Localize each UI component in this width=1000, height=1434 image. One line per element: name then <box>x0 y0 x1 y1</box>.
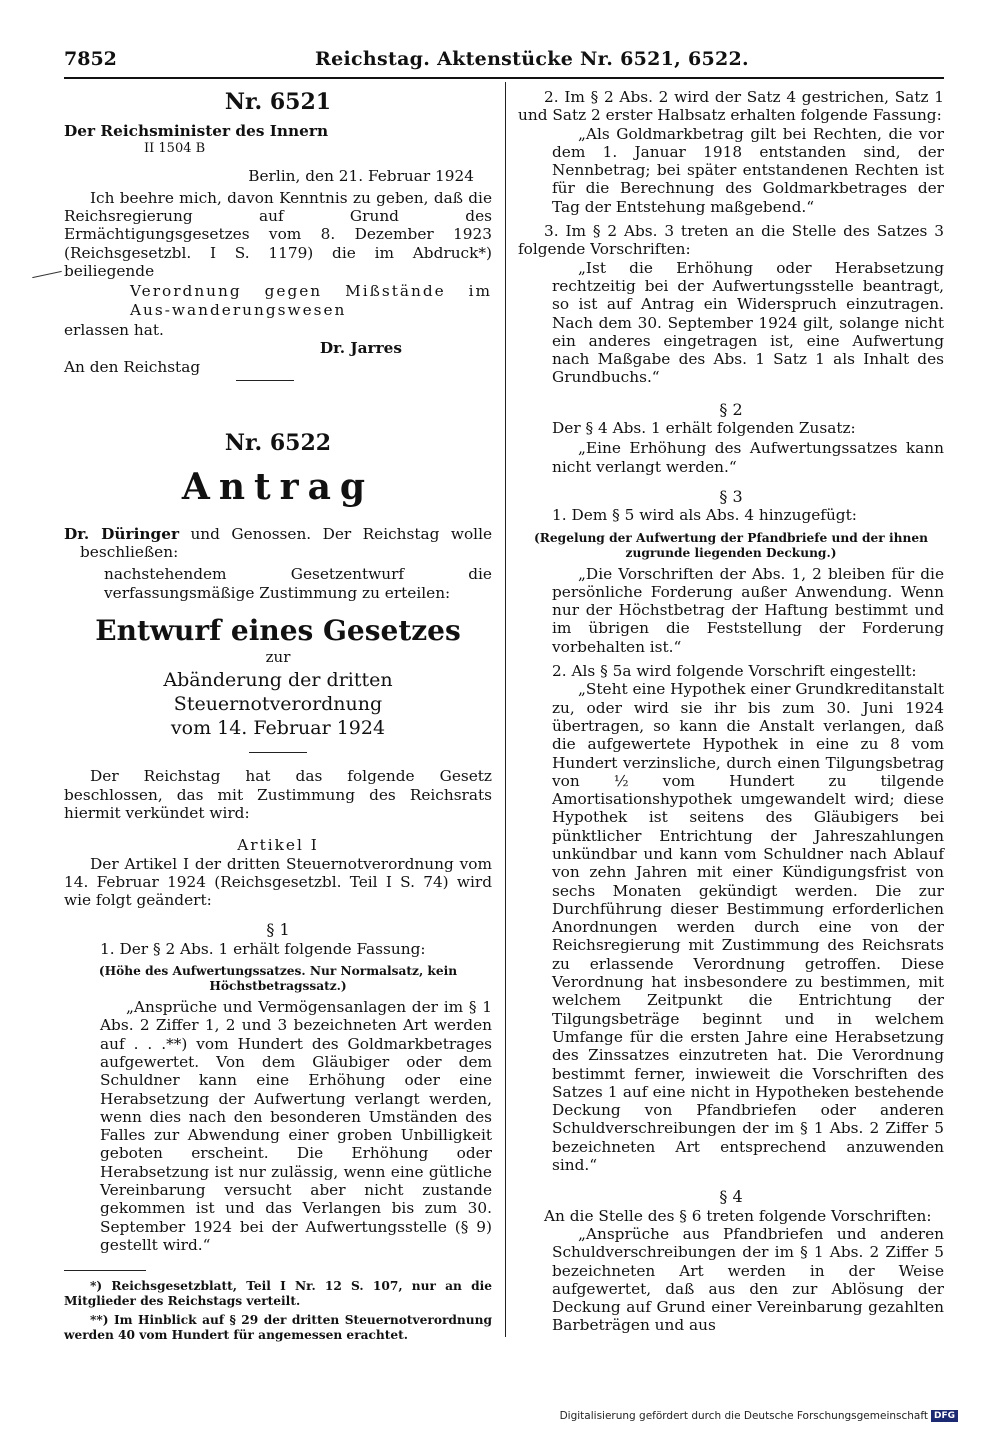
page-number: 7852 <box>64 48 117 70</box>
article-intro: Der Artikel I der dritten Steuernotverordnung vom 14. Februar 1924 (Reichsgesetzbl. Teil I S. 74) wird wie folgt geändert: <box>64 854 492 910</box>
amendment-item-3: 3. Im § 2 Abs. 3 treten an die Stelle des Satzes 3 folgende Vorschriften: <box>518 222 944 259</box>
doc-6522-heading: Antrag <box>181 465 375 508</box>
separator-rule <box>236 380 294 381</box>
s4-text: An die Stelle des § 6 treten folgende Vorschriften: <box>544 1206 932 1225</box>
running-title: Reichstag. Aktenstücke Nr. 6521, 6522. <box>315 48 749 70</box>
doc-6522-intro-name: Dr. Düringer <box>64 524 180 543</box>
doc-6522-motion: nachstehendem Gesetzentwurf die verfassungsmäßige Zustimmung zu erteilen: <box>104 565 492 602</box>
doc-6522-number: Nr. 6522 <box>224 429 332 456</box>
doc-6521-sender: Der Reichsminister des Innern <box>64 122 329 140</box>
doc-6521-number: Nr. 6521 <box>224 89 332 115</box>
column-rule <box>505 82 506 1337</box>
draft-title: Entwurf eines Gesetzes <box>95 614 461 648</box>
s1-note: (Höhe des Aufwertungssatzes. Nur Normalsatz, kein Höchstbetragssatz.) <box>98 964 458 994</box>
s2-text: Der § 4 Abs. 1 erhält folgenden Zusatz: <box>552 419 856 438</box>
draft-subtitle-2: vom 14. Februar 1924 <box>170 717 386 740</box>
credit-text: Digitalisierung gefördert durch die Deutsche Forschungsgemeinschaft <box>559 1410 928 1422</box>
amendment-quote-3: „Ist die Erhöhung oder Herabsetzung rechtzeitig bei der Aufwertungsstelle beantragt, so ist auf Antrag ein Widerspruch einzutragen. Nach dem 30. September 1924 gilt, solange nicht ein anderes eingetragen ist, eine Aufwertung nach Maßgabe des Abs. 1 Satz 1 als Inhalt des Grundbuchs.“ <box>552 258 944 387</box>
s1-item-1: 1. Der § 2 Abs. 1 erhält folgende Fassung: <box>100 939 426 958</box>
footnote-1: *) Reichsgesetzblatt, Teil I Nr. 12 S. 107, nur an die Mitglieder des Reichstags verteilt. <box>64 1279 492 1309</box>
s3-item-2: 2. Als § 5a wird folgende Vorschrift eingestellt: <box>552 662 917 681</box>
s2-quote: „Eine Erhöhung des Aufwertungssatzes kann nicht verlangt werden.“ <box>552 439 944 476</box>
draft-rule <box>249 752 307 753</box>
s3-note: (Regelung der Aufwertung der Pfandbriefe und der ihnen zugrunde liegenden Deckung.) <box>534 530 928 560</box>
s4-heading: § 4 <box>719 1187 743 1207</box>
digitization-credit <box>560 1410 958 1422</box>
draft-zur: zur <box>265 648 291 667</box>
s3-quote-1: „Die Vorschriften der Abs. 1, 2 bleiben für die persönliche Forderung außer Anwendung. Wenn nur der Höchstbetrag der Haftung bestimmt und im übrigen die Feststellung der Forderung vorbehalten ist.“ <box>552 564 944 656</box>
amendment-quote-2: „Als Goldmarkbetrag gilt bei Rechten, die vor dem 1. Januar 1918 entstanden sind, der Nennbetrag; bei später entstandenen Rechten ist für die Berechnung des Goldmarkbetrages der Tag der Entstehung maßgebend.“ <box>552 124 944 216</box>
draft-subtitle-1: Abänderung der dritten Steuernotverordnung <box>163 669 393 716</box>
s4-quote: „Ansprüche aus Pfandbriefen und anderen Schuldverschreibungen der im § 1 Abs. 2 Ziffer 5 bezeichneten Art werden in der Weise aufgewertet, daß aus den zur Ablösung der Deckung auf Grund einer Vereinbarung gezahlten Barbeträgen und aus <box>552 1224 944 1335</box>
s3-heading: § 3 <box>719 486 743 506</box>
header-rule <box>64 77 944 79</box>
s1-quote: „Ansprüche und Vermögensanlagen der im § 1 Abs. 2 Ziffer 1, 2 und 3 bezeichneten Art werden auf . . .**) vom Hundert des Goldmarkbetrages aufgewertet. Von dem Gläubiger oder dem Schuldner kann eine Erhöhung oder eine Herabsetzung der Aufwertung verlangt werden, wenn dies nach den besonderen Umständen des Falles zur Abwendung einer groben Unbilligkeit geboten erscheint. Die Erhöhung oder Herabsetzung ist nur zulässig, wenn eine gütliche Vereinbarung versucht aber nicht zustande gekommen ist und das Verlangen bis zum 30. September 1924 bei der Aufwertungsstelle (§ 9) gestellt wird.“ <box>100 998 492 1254</box>
right-column <box>518 88 944 1335</box>
footnote-rule <box>64 1270 146 1271</box>
doc-6521-recipient: An den Reichstag <box>64 357 201 376</box>
footnote-2: **) Im Hinblick auf § 29 der dritten Steuernotverordnung werden 40 vom Hundert für angemessen erachtet. <box>64 1313 492 1343</box>
preamble: Der Reichstag hat das folgende Gesetz beschlossen, das mit Zustimmung des Reichsrats hiermit verkündet wird: <box>64 767 492 822</box>
doc-6521-body: Ich beehre mich, davon Kenntnis zu geben, daß die Reichsregierung auf Grund des Ermächtigungsgesetzes vom 8. Dezember 1923 (Reichsgesetzbl. I S. 1179) die im Abdruck*) beiliegende <box>64 188 492 281</box>
article-heading: Artikel I <box>237 836 319 855</box>
left-column <box>64 88 492 1343</box>
margin-pencil-mark <box>32 271 62 278</box>
s1-heading: § 1 <box>266 920 290 940</box>
s3-item-1: 1. Dem § 5 wird als Abs. 4 hinzugefügt: <box>552 506 857 525</box>
doc-6521-place-date: Berlin, den 21. Februar 1924 <box>248 166 474 185</box>
dfg-logo: DFG <box>931 1410 958 1422</box>
doc-6521-signature: Dr. Jarres <box>319 339 402 358</box>
doc-6522-intro-text: und Genossen. Der Reichstag wolle beschließen: <box>80 524 493 562</box>
amendment-item-2: 2. Im § 2 Abs. 2 wird der Satz 4 gestrichen, Satz 1 und Satz 2 erster Halbsatz erhalten folgende Fassung: <box>518 88 944 125</box>
doc-6521-ordinance-title: Verordnung gegen Mißstände im Aus-wanderungswesen <box>130 282 492 319</box>
doc-6521-closing: erlassen hat. <box>64 320 164 339</box>
s3-quote-2: „Steht eine Hypothek einer Grundkreditanstalt zu, oder wird sie ihr bis zum 30. Juni 1924 übertragen, so kann die Anstalt verlangen, daß die aufgewertete Hypothek in eine zu 8 vom Hundert verzinsliche, durch einen Tilgungsbetrag von ½ vom Hundert zu tilgende Amortisationshypothek umgewandelt wird; diese Hypothek ist seitens des Gläubigers bei pünktlicher Entrichtung der Jahreszahlungen unkündbar und kann vom Schuldner nach Ablauf von zehn Jahren mit einer Kündigungsfrist von sechs Monaten gekündigt werden. Die zur Durchführung dieser Bestimmung erforderlichen Anordnungen werden durch eine von der Reichsregierung mit Zustimmung des Reichsrats zu erlassende Verordnung getroffen. Diese Verordnung hat insbesondere zu bestimmen, mit welchem Zeitpunkt die Entrichtung der Tilgungsbeträge beginnt und in welchem Umfange für die ersten Jahre eine Herabsetzung des Zinssatzes einzutreten hat. Die Verordnung bestimmt ferner, inwieweit die Vorschriften des Satzes 1 auf eine nicht in Hypotheken bestehende Deckung von Pfandbriefen oder anderen Schuldverschreibungen der im § 1 Abs. 2 Ziffer 5 bezeichneten Art entsprechend anzuwenden sind.“ <box>552 680 944 1175</box>
doc-6522-intro <box>64 525 492 562</box>
running-header <box>64 48 944 76</box>
s2-heading: § 2 <box>719 399 743 419</box>
doc-6521-reference: II 1504 B <box>144 141 206 157</box>
